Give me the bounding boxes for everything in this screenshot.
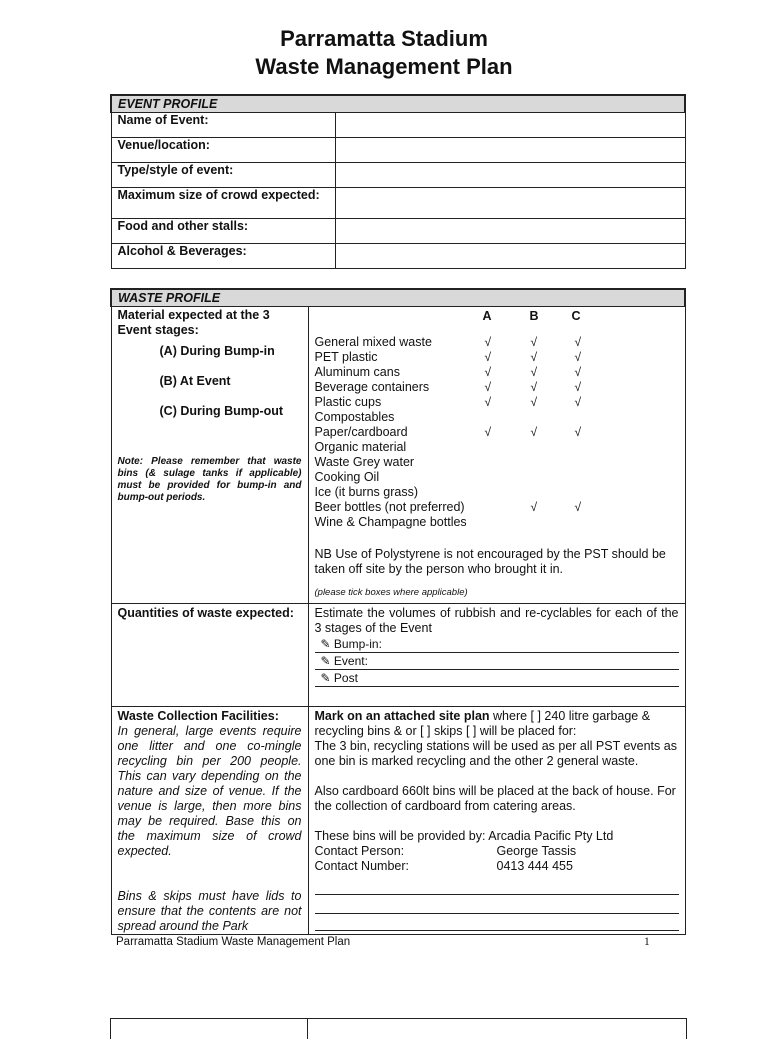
contact-person-label: Contact Person: (314, 844, 405, 858)
material-item: PET plastic (314, 350, 378, 364)
contact-number-row (315, 859, 679, 874)
col-b-header: B (529, 309, 539, 323)
food-stalls-label: Food and other stalls: (111, 219, 335, 244)
col-a-header: A (482, 309, 492, 323)
tick-b-icon[interactable]: √ (530, 365, 538, 379)
tick-b-icon[interactable]: √ (530, 425, 538, 439)
next-page-fragment (110, 1018, 687, 1039)
mark-rest: where [ ] 240 litre garbage & (489, 709, 651, 723)
provided-row (315, 829, 679, 844)
materials-left-cell (111, 307, 308, 604)
tick-c-icon[interactable]: √ (574, 335, 582, 349)
tick-hint: (please tick boxes where applicable) (314, 587, 468, 598)
stage-c: (C) During Bump-out (159, 404, 284, 418)
event-type-label: Type/style of event: (111, 163, 335, 188)
collection-left-cell (111, 707, 308, 935)
event-bullet-icon: ✎ (320, 654, 331, 668)
tick-b-icon[interactable]: √ (530, 335, 538, 349)
venue-value[interactable] (335, 138, 685, 163)
quantities-desc: Estimate the volumes of rubbish and re-cyclables for each of the 3 stages of the Event (314, 606, 679, 635)
provided-value: Arcadia Pacific Pty Ltd (488, 829, 614, 843)
tick-a-icon[interactable]: √ (484, 425, 492, 439)
event-line[interactable] (315, 653, 679, 670)
material-label: Material expected at the 3 Event stages: (117, 308, 270, 337)
tick-a-icon[interactable]: √ (484, 365, 492, 379)
quantities-label: Quantities of waste expected: (111, 604, 308, 707)
alcohol-value[interactable] (335, 244, 685, 269)
stage-a: (A) During Bump-in (159, 344, 275, 358)
contact-person-value: George Tassis (496, 844, 577, 858)
material-item: Plastic cups (314, 395, 382, 409)
tick-b-icon[interactable]: √ (530, 500, 538, 514)
event-profile-table (110, 94, 686, 269)
tick-a-icon[interactable]: √ (484, 380, 492, 394)
mark-bold: Mark on an attached site plan (314, 709, 490, 723)
mark-site-plan (315, 709, 679, 724)
bump-in-bullet-icon: ✎ (320, 637, 331, 651)
material-item: Wine & Champagne bottles (314, 515, 467, 529)
waste-profile-header: WASTE PROFILE (111, 289, 685, 307)
tick-c-icon[interactable]: √ (574, 350, 582, 364)
event-name-label: Name of Event: (111, 113, 335, 138)
materials-right-cell (308, 307, 685, 604)
material-item: Paper/cardboard (314, 425, 408, 439)
tick-c-icon[interactable]: √ (574, 425, 582, 439)
blank-line-2[interactable] (315, 895, 679, 914)
material-item: Cooking Oil (314, 470, 380, 484)
doc-title-line1: Parramatta Stadium (280, 26, 488, 51)
food-stalls-value[interactable] (335, 219, 685, 244)
tick-c-icon[interactable]: √ (574, 380, 582, 394)
venue-label: Venue/location: (111, 138, 335, 163)
blank-line-1[interactable] (315, 874, 679, 895)
polystyrene-note: NB Use of Polystyrene is not encouraged by the PST should be taken off site by the person who brought it in. (314, 547, 666, 576)
contact-number-value: 0413 444 455 (496, 859, 573, 873)
blank-line-3[interactable] (315, 914, 679, 931)
material-item: Compostables (314, 410, 395, 424)
footer-text: Parramatta Stadium Waste Management Plan (116, 936, 351, 948)
crowd-size-value[interactable] (335, 188, 685, 219)
footer-page-number: 1 (644, 936, 650, 948)
para-cardboard: Also cardboard 660lt bins will be placed at the back of house. For the collection of cardboard from catering areas. (314, 784, 676, 813)
material-item: General mixed waste (314, 335, 432, 349)
bins-lids-note: Bins & skips must have lids to ensure that the contents are not spread around the Park (117, 889, 302, 933)
stage-b: (B) At Event (159, 374, 231, 388)
para-recycling-stations: The 3 bin, recycling stations will be used as per all PST events as one bin is marked recycling and the other 2 general waste. (314, 739, 677, 768)
collection-right-cell (308, 707, 685, 935)
material-item: Organic material (314, 440, 407, 454)
tick-b-icon[interactable]: √ (530, 350, 538, 364)
crowd-size-label: Maximum size of crowd expected: (111, 188, 335, 219)
post-bullet-icon: ✎ (320, 671, 331, 685)
bins-note: Note: Please remember that waste bins (& sulage tanks if applicable) must be provided for bump-in and bump-out periods. (117, 456, 302, 503)
event-profile-header: EVENT PROFILE (111, 95, 685, 113)
contact-person-row (315, 844, 679, 859)
contact-number-label: Contact Number: (314, 859, 409, 873)
material-item: Beer bottles (not preferred) (314, 500, 465, 514)
event-type-value[interactable] (335, 163, 685, 188)
col-c-header: C (571, 309, 581, 323)
bump-in-line[interactable] (315, 636, 679, 653)
post-line[interactable] (315, 670, 679, 687)
alcohol-label: Alcohol & Beverages: (111, 244, 335, 269)
mark-line2: recycling bins & or [ ] skips [ ] will be placed for: (314, 724, 577, 738)
tick-a-icon[interactable]: √ (484, 350, 492, 364)
tick-b-icon[interactable]: √ (530, 380, 538, 394)
tick-c-icon[interactable]: √ (574, 500, 582, 514)
post-label: Post (333, 671, 358, 685)
provided-label: These bins will be provided by: (314, 829, 486, 843)
tick-b-icon[interactable]: √ (530, 395, 538, 409)
collection-guidance: In general, large events require one litter and one co-mingle recycling bin per 200 people. This can vary depending on the nature and size of venue. If the venue is large, then more bins may be required. Base this on the maximum size of crowd expected. (117, 724, 302, 858)
event-name-value[interactable] (335, 113, 685, 138)
next-page-divider (307, 1019, 308, 1039)
material-item: Ice (it burns grass) (314, 485, 419, 499)
tick-c-icon[interactable]: √ (574, 395, 582, 409)
event-label: Event: (333, 654, 368, 668)
collection-label: Waste Collection Facilities: (117, 709, 279, 723)
tick-a-icon[interactable]: √ (484, 395, 492, 409)
material-item: Waste Grey water (314, 455, 415, 469)
doc-title-line2: Waste Management Plan (255, 54, 513, 79)
material-item: Aluminum cans (314, 365, 400, 379)
waste-profile-table (110, 288, 686, 935)
bump-in-label: Bump-in: (333, 637, 382, 651)
material-item: Beverage containers (314, 380, 430, 394)
tick-a-icon[interactable]: √ (484, 335, 492, 349)
tick-c-icon[interactable]: √ (574, 365, 582, 379)
quantities-cell (308, 604, 685, 707)
